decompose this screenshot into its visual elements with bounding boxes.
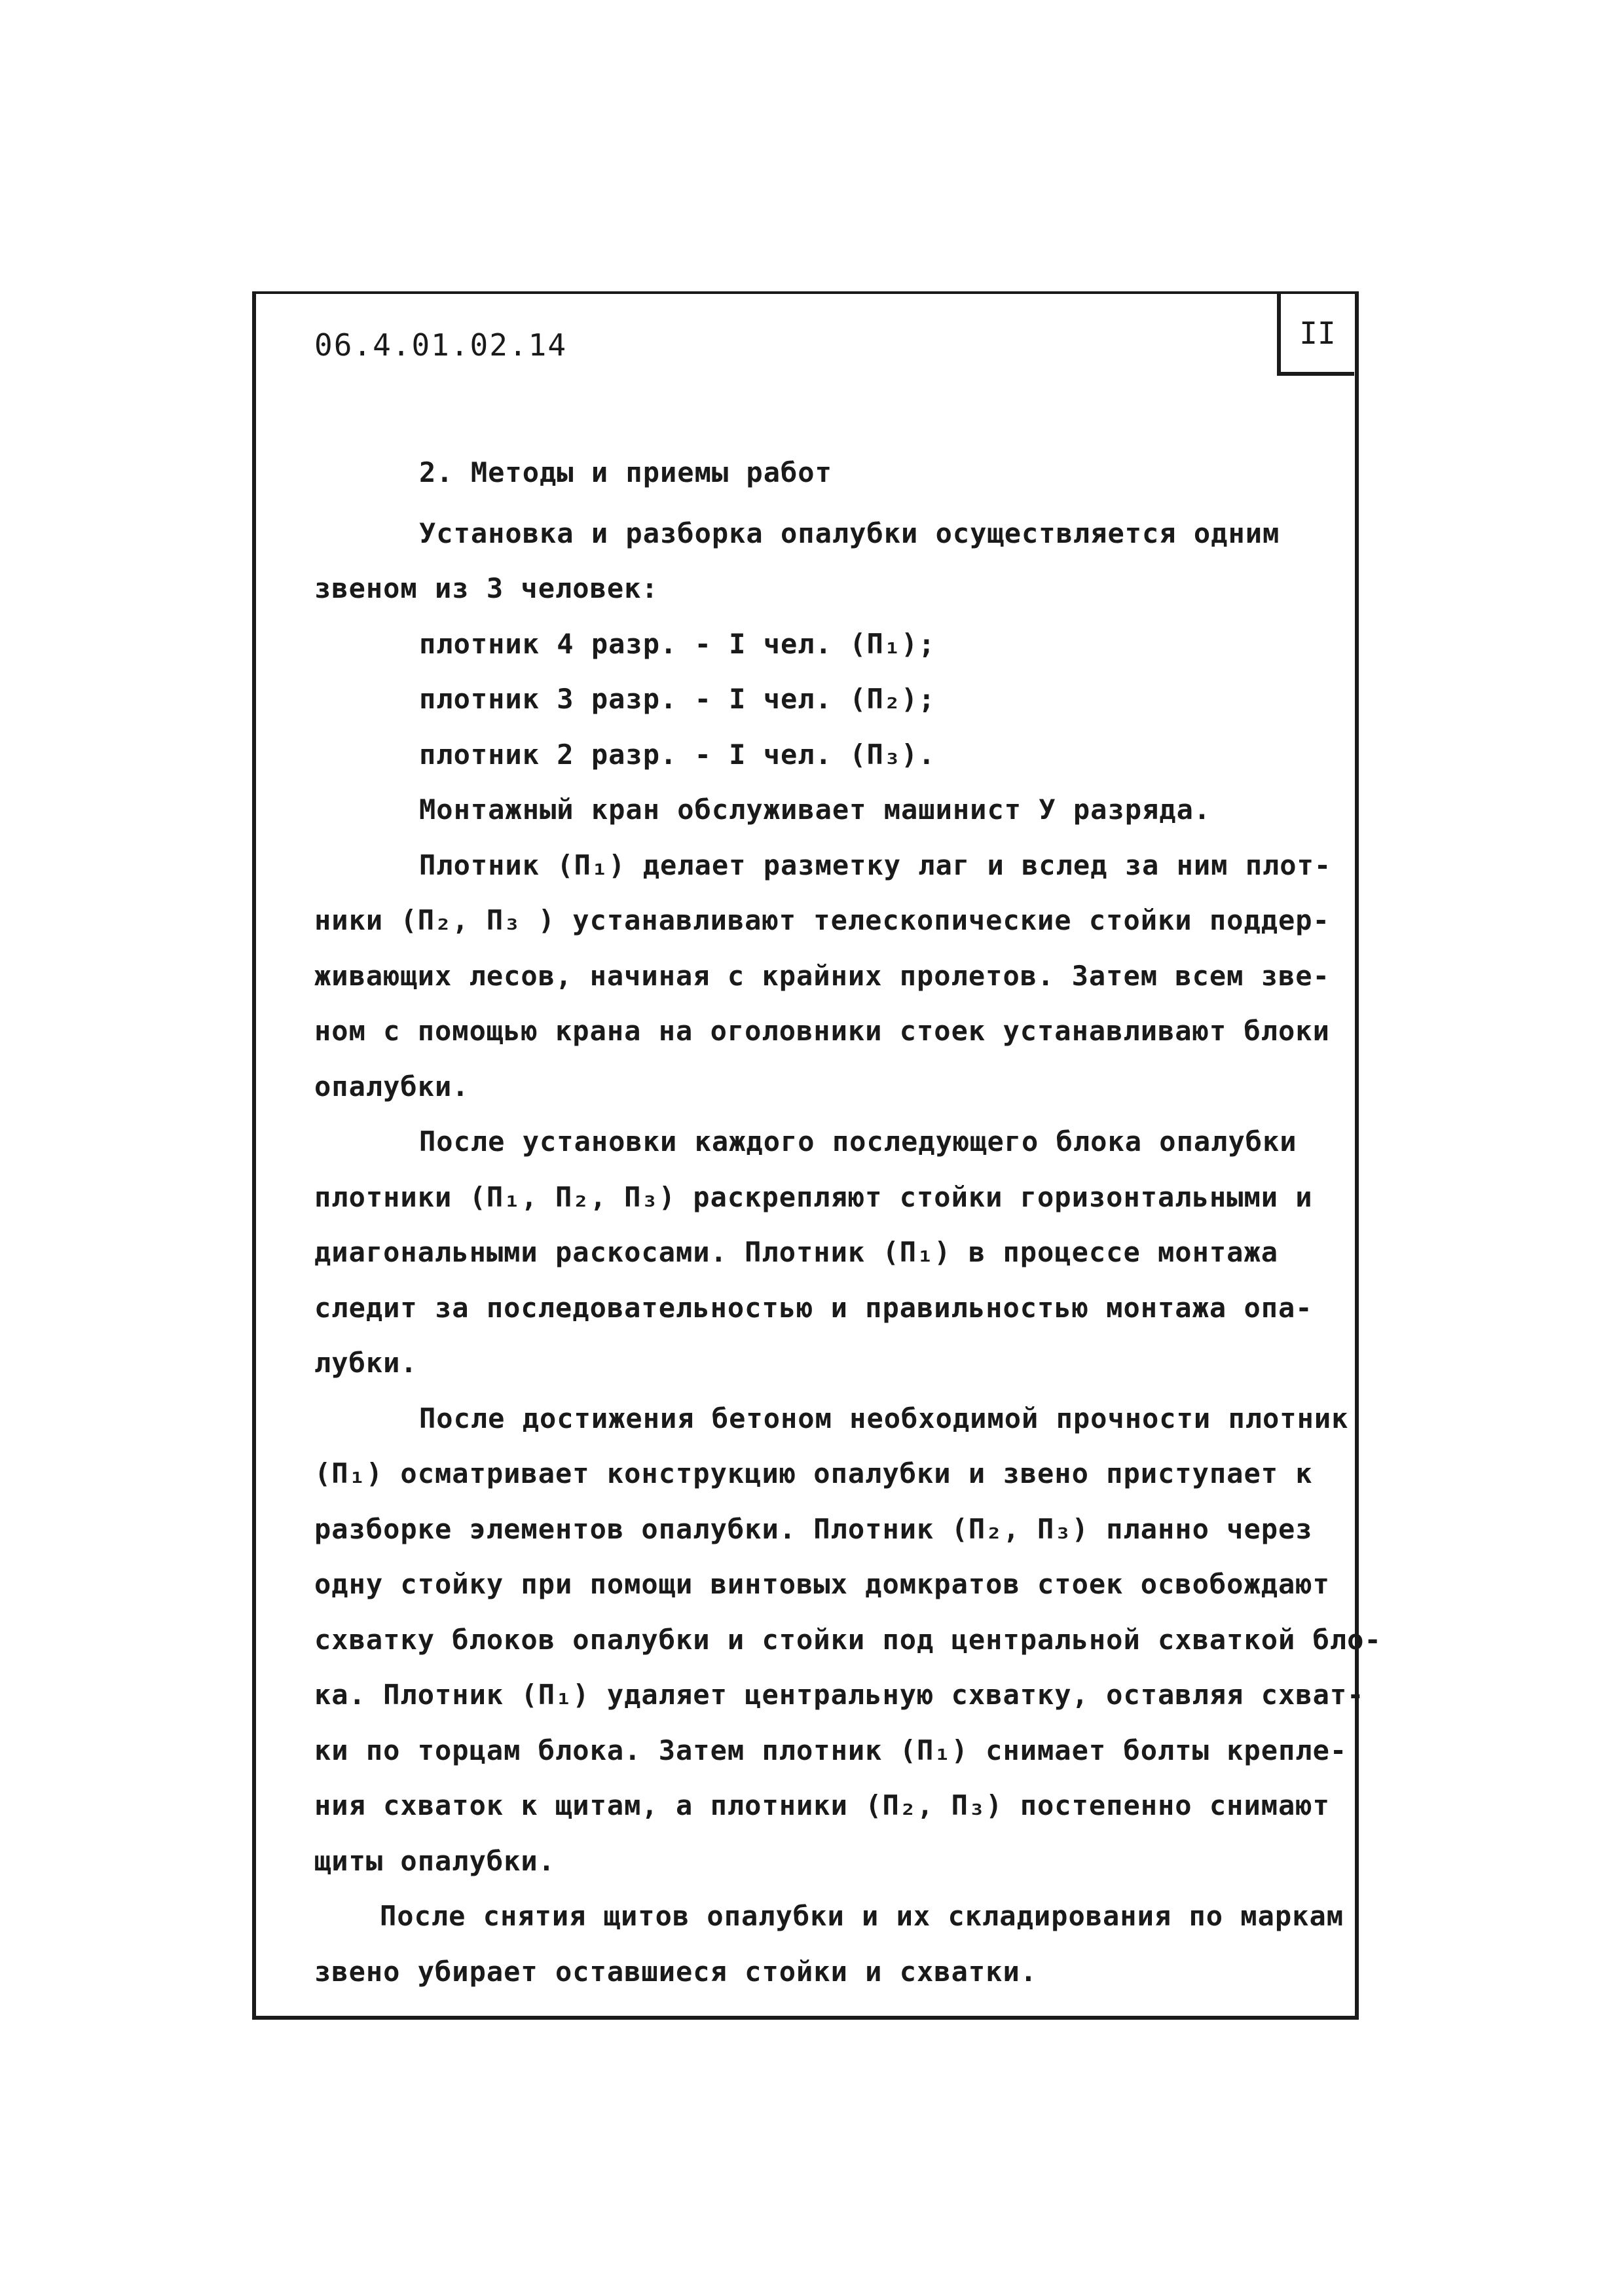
page-number-box xyxy=(1277,294,1354,376)
paragraph-line: ка. Плотник (П₁) удаляет центральную схватку, оставляя схват- xyxy=(314,1679,1365,1711)
paragraph-line: щиты опалубки. xyxy=(314,1844,556,1877)
document-body xyxy=(314,445,1382,1999)
document-code: 06.4.01.02.14 xyxy=(314,327,568,363)
list-item: плотник 4 разр. - I чел. (П₁); xyxy=(419,627,936,660)
paragraph-line: После снятия щитов опалубки и их складирования по маркам xyxy=(380,1900,1344,1932)
page-number: II xyxy=(1299,315,1336,351)
paragraph-line: ном с помощью крана на оголовники стоек устанавливают блоки xyxy=(314,1015,1330,1047)
paragraph-line: ния схваток к щитам, а плотники (П₂, П₃) постепенно снимают xyxy=(314,1789,1330,1821)
paragraph-line: Установка и разборка опалубки осуществляется одним xyxy=(419,517,1280,549)
paragraph-line: живающих лесов, начиная с крайних пролетов. Затем всем зве- xyxy=(314,959,1330,992)
paragraph-line: лубки. xyxy=(314,1347,418,1379)
paragraph-line: диагональными раскосами. Плотник (П₁) в процессе монтажа xyxy=(314,1236,1279,1268)
paragraph-line: Монтажный кран обслуживает машинист У разряда. xyxy=(419,793,1211,826)
paragraph-line: (П₁) осматривает конструкцию опалубки и звено приступает к xyxy=(314,1457,1313,1489)
paragraph-line: одну стойку при помощи винтовых домкратов стоек освобождают xyxy=(314,1568,1330,1600)
paragraph-line: ники (П₂, П₃ ) устанавливают телескопические стойки поддер- xyxy=(314,904,1330,936)
section-title: 2. Методы и приемы работ xyxy=(419,456,832,488)
paragraph-line: звеном из 3 человек: xyxy=(314,572,659,604)
paragraph-line: разборке элементов опалубки. Плотник (П₂, П₃) планно через xyxy=(314,1512,1313,1545)
paragraph-line: ки по торцам блока. Затем плотник (П₁) снимает болты крепле- xyxy=(314,1734,1348,1766)
paragraph-line: схватку блоков опалубки и стойки под центральной схваткой бло- xyxy=(314,1623,1382,1656)
paragraph-line: Плотник (П₁) делает разметку лаг и вслед за ним плот- xyxy=(419,848,1332,881)
paragraph-line: следит за последовательностью и правильностью монтажа опа- xyxy=(314,1291,1313,1324)
paragraph-line: звено убирает оставшиеся стойки и схватки. xyxy=(314,1955,1038,1988)
list-item: плотник 3 разр. - I чел. (П₂); xyxy=(419,683,936,715)
paragraph-line: опалубки. xyxy=(314,1070,470,1102)
paragraph-line: После установки каждого последующего блока опалубки xyxy=(419,1125,1297,1157)
paragraph-line: После достижения бетоном необходимой прочности плотник xyxy=(419,1402,1349,1434)
list-item: плотник 2 разр. - I чел. (П₃). xyxy=(419,738,936,771)
paragraph-line: плотники (П₁, П₂, П₃) раскрепляют стойки горизонтальными и xyxy=(314,1180,1313,1213)
